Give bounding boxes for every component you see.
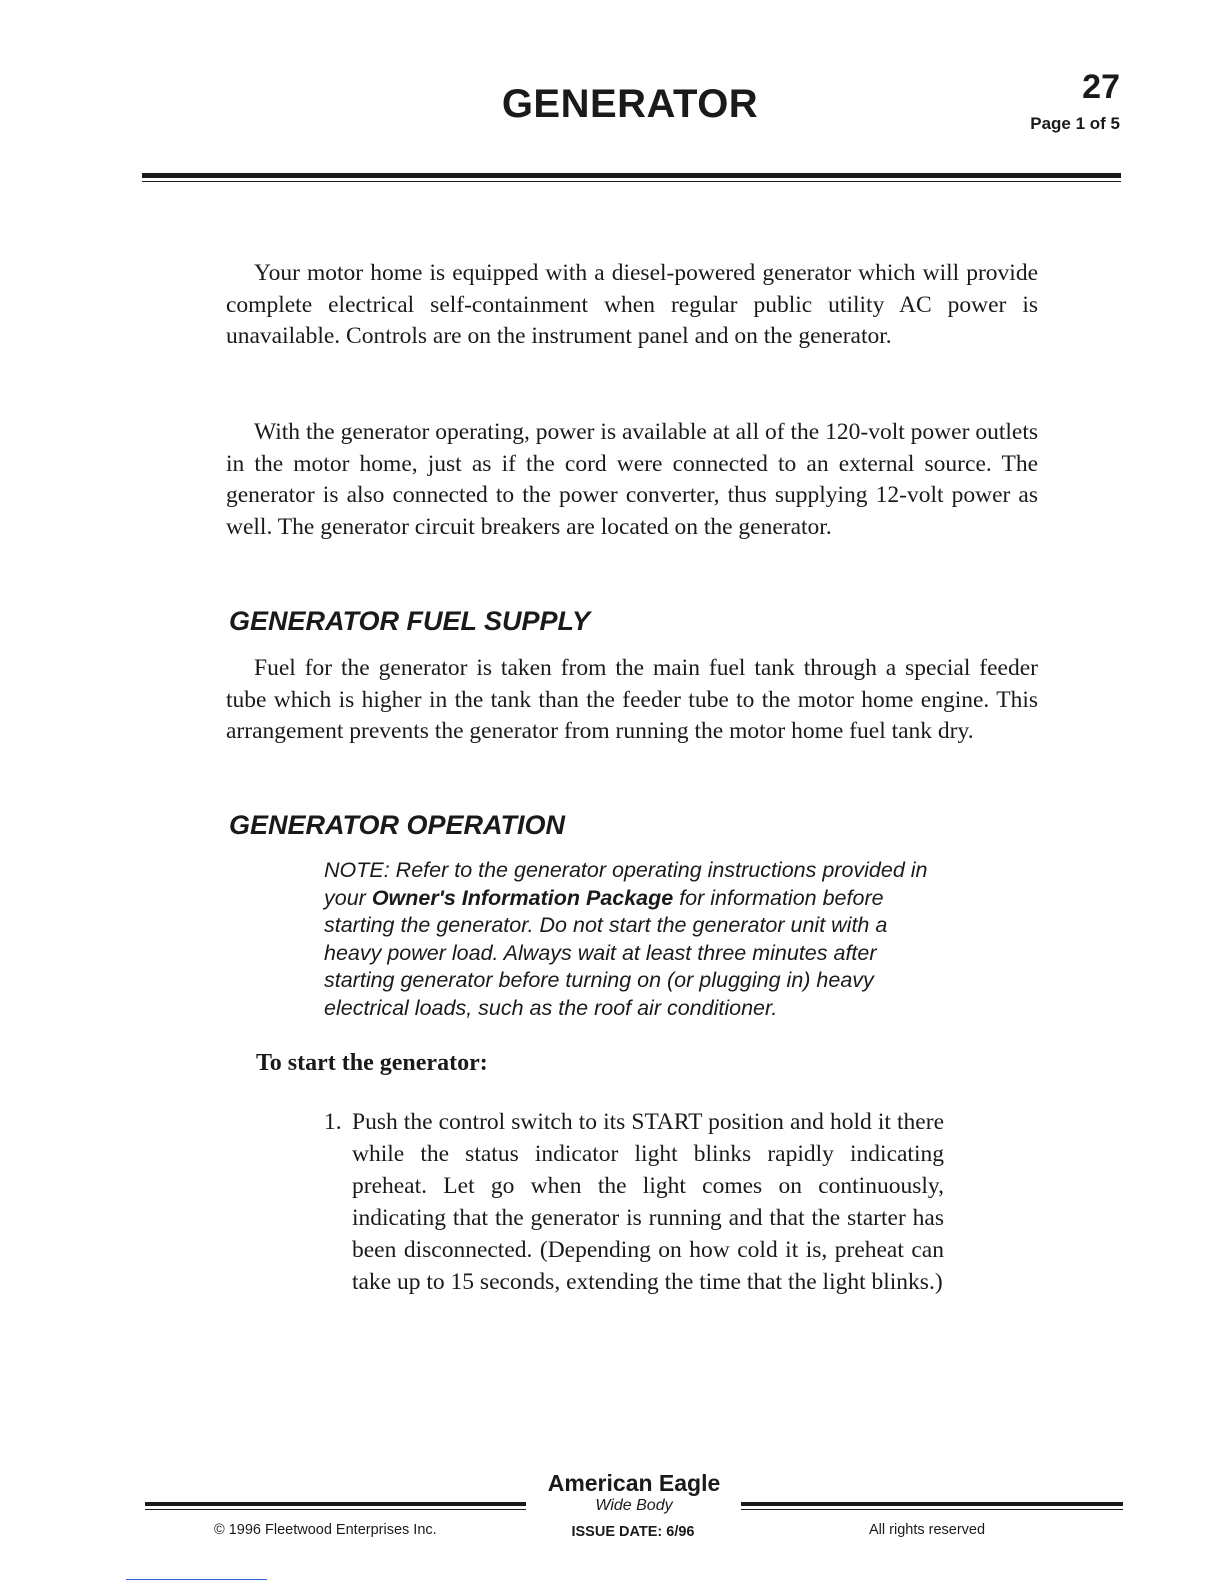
fuel-supply-heading: GENERATOR FUEL SUPPLY <box>229 606 591 636</box>
footer-issue-date: ISSUE DATE: 6/96 <box>571 1524 695 1540</box>
footer-brand: American Eagle <box>547 1470 721 1496</box>
note-text-before: NOTE: Refer to the generator operating instructions provided in your <box>324 858 928 910</box>
note-text-after: for information before starting the generator. Do not start the generator unit with a heavy power load. Always wait at least three minutes after starting generator before turning on (or plugging in) heavy electrical loads, such as the roof air conditioner. <box>324 885 888 1020</box>
footer-rule-left-thin <box>145 1509 526 1510</box>
footer-rule-left <box>145 1502 526 1506</box>
start-generator-heading: To start the generator: <box>256 1050 488 1076</box>
footer-copyright: © 1996 Fleetwood Enterprises Inc. <box>214 1522 437 1538</box>
operation-note <box>324 857 946 1022</box>
page-indicator: Page 1 of 5 <box>1030 114 1120 133</box>
page-title: GENERATOR <box>501 82 759 126</box>
intro-paragraph-1: Your motor home is equipped with a diesel-powered generator which will provide complete electrical self-containment when regular public utility AC power is unavailable. Controls are on the instrument panel and on the generator. <box>226 260 1038 349</box>
footer-rights: All rights reserved <box>869 1522 986 1538</box>
footer-rule-right-thin <box>741 1509 1123 1510</box>
fuel-supply-paragraph: Fuel for the generator is taken from the main fuel tank through a special feeder tube which is higher in the tank than the feeder tube to the motor home engine. This arrangement prevents the generator from running the motor home fuel tank dry. <box>226 655 1038 744</box>
step-number: 1. <box>324 1109 342 1135</box>
list-item <box>324 1106 944 1298</box>
intro-paragraph-2: With the generator operating, power is available at all of the 120-volt power outlets in the motor home, just as if the cord were connected to an external source. The generator is also connected to the power converter, thus supplying 12-volt power as well. The generator circuit breakers are located on the generator. <box>226 419 1038 540</box>
footer-model: Wide Body <box>595 1497 673 1514</box>
header-rule <box>142 173 1121 178</box>
owners-package-emphasis: Owner's Information Package <box>371 885 674 910</box>
chapter-number: 27 <box>1082 68 1120 106</box>
step-text: Push the control switch to its START position and hold it there while the status indicator light blinks rapidly indicating preheat. Let go when the light comes on continuously, indicating that the generator is running and that the starter has been disconnected. (Depending on how cold it is, preheat can take up to 15 seconds, extending the time that the light blinks.) <box>352 1109 944 1295</box>
operation-heading: GENERATOR OPERATION <box>229 810 566 840</box>
bottom-link-underline <box>126 1579 267 1580</box>
header-rule-thin <box>142 181 1121 182</box>
footer-rule-right <box>741 1502 1123 1506</box>
